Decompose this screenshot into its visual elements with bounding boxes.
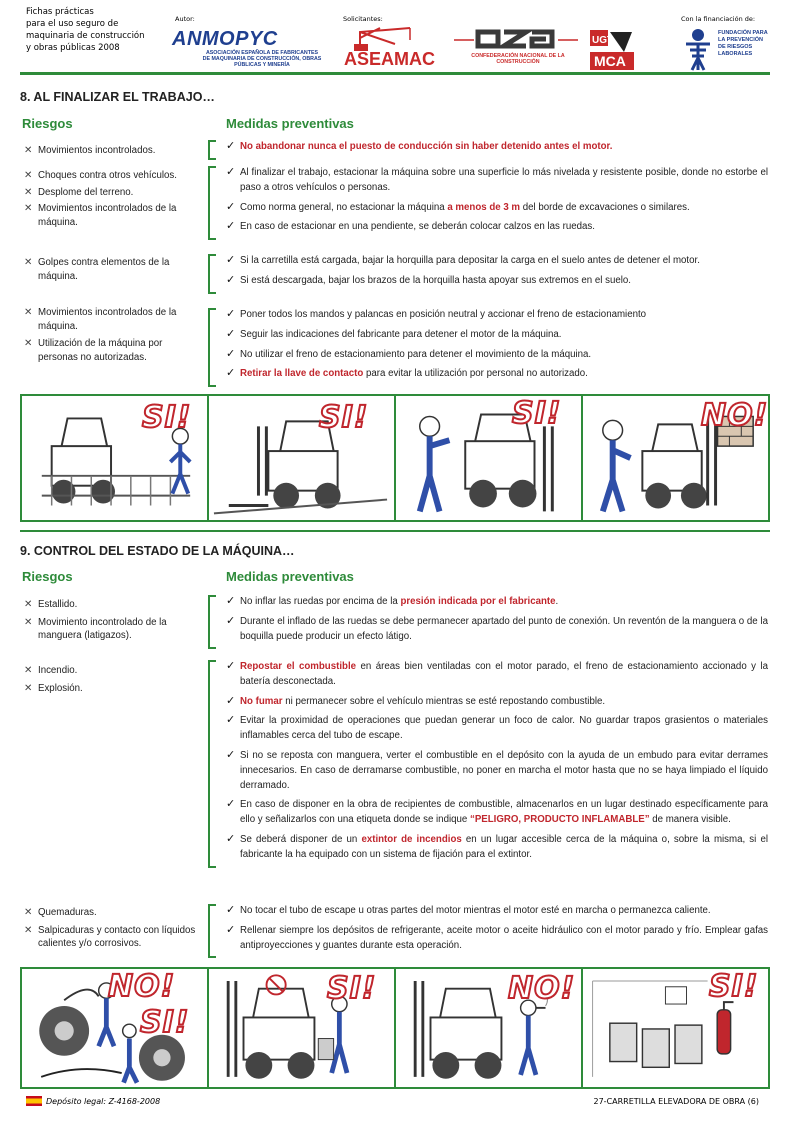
measure-group-9-3: [208, 904, 768, 958]
measure-group-9-1: [208, 595, 768, 649]
illustration-forklift-raised-load: [583, 396, 768, 520]
measure-item: ✓ Poner todos los mandos y palancas en posición neutral y accionar el freno de estacionamiento: [226, 308, 768, 323]
measure-item: ✓ No abandonar nunca el puesto de conducción sin haber detenido antes el motor.: [226, 140, 768, 155]
approval-stamp: SI!: [140, 1005, 190, 1040]
measure-item: ✓ Al finalizar el trabajo, estacionar la máquina sobre una superficie lo más nivelada y resistente posible, donde no estorbe el paso a otros vehículos o personas.: [226, 166, 768, 196]
anmopyc-logo-text: ANMOPYC: [172, 28, 278, 50]
measure-group-8-3: [208, 254, 768, 294]
risk-item: ✕ Explosión.: [24, 682, 202, 696]
approval-stamp: SI!: [327, 971, 377, 1006]
cnc-logo: [452, 28, 580, 72]
measure-item: ✓ No tocar el tubo de escape u otras partes del motor mientras el motor esté en marcha o permanezca caliente.: [226, 904, 768, 919]
risk-item: ✕ Quemaduras.: [24, 906, 202, 920]
risk-item: ✕ Golpes contra elementos de la máquina.: [24, 256, 202, 283]
risk-item: ✕ Movimiento incontrolado de la manguera (latigazos).: [24, 616, 202, 643]
ugt-mca-logo: [588, 28, 636, 72]
approval-stamp: SI!: [512, 396, 562, 431]
section-9-risks-heading: Riesgos: [22, 569, 73, 584]
section-8-measures-heading: Medidas preventivas: [226, 116, 354, 131]
illustration-fuel-storage-extinguisher: [583, 969, 768, 1087]
prohibition-stamp: NO!: [108, 969, 176, 1004]
ugt-mca-emblem: [588, 28, 636, 72]
section-9-title: 9. CONTROL DEL ESTADO DE LA MÁQUINA…: [20, 544, 295, 558]
measure-item: ✓ No utilizar el freno de estacionamiento para detener el movimiento de la máquina.: [226, 348, 768, 363]
series-title-line: y obras públicas 2008: [26, 43, 120, 53]
approval-stamp: SI!: [142, 400, 192, 435]
measure-item: ✓ Repostar el combustible en áreas bien ventiladas con el motor parado, el freno de estacionamiento accionado y la batería desconectada.: [226, 660, 768, 690]
measure-item: ✓ Si la carretilla está cargada, bajar la horquilla para depositar la carga en el suelo antes de detener el motor.: [226, 254, 768, 269]
aseamac-logo-text: ASEAMAC: [344, 49, 436, 69]
prohibition-stamp: NO!: [701, 398, 768, 433]
measure-item: ✓ Durante el inflado de las ruedas se debe permanecer apartado del punto de conexión. Un reventón de la manguera o de la boquilla puede producir un efecto látigo.: [226, 615, 768, 645]
svg-text:MCA: MCA: [594, 53, 626, 69]
funding-label: Con la financiación de:: [681, 15, 756, 23]
risk-item: ✕ Choques contra otros vehículos.: [24, 169, 202, 183]
measure-item: ✓ Como norma general, no estacionar la máquina a menos de 3 m del borde de excavaciones o similares.: [226, 201, 768, 216]
measure-group-8-2: [208, 166, 768, 240]
approval-stamp: SI!: [709, 969, 759, 1004]
section-9-measures-heading: Medidas preventivas: [226, 569, 354, 584]
measure-item: ✓ No inflar las ruedas por encima de la presión indicada por el fabricante.: [226, 595, 768, 610]
risk-group-8-4: [24, 306, 202, 368]
risk-item: ✕ Movimientos incontrolados de la máquina.: [24, 306, 202, 333]
measure-item: ✓ En caso de disponer en la obra de recipientes de combustible, almacenarlos en un lugar destinado específicamente para ello y señalizarlos con una etiqueta donde se indique “PELIGRO, PRODUCTO INFLAMABLE” de manera visible.: [226, 798, 768, 828]
measure-item: ✓ Si está descargada, bajar los brazos de la horquilla hasta apoyar sus extremos en el suelo.: [226, 274, 768, 289]
risk-item: ✕ Estallido.: [24, 598, 202, 612]
illustration-operator-removing-key: [396, 396, 583, 520]
measure-group-8-4: [208, 308, 768, 387]
illustration-forklift-forks-lowered: [209, 396, 396, 520]
measure-item: ✓ No fumar ni permanecer sobre el vehículo mientras se esté repostando combustible.: [226, 695, 768, 710]
cnc-logo-frame: [452, 28, 580, 72]
author-label: Autor:: [175, 15, 195, 23]
risk-group-8-3: [24, 256, 202, 287]
svg-text:UGT: UGT: [592, 35, 614, 46]
anmopyc-logo: [172, 28, 322, 70]
measure-group-8-1: [208, 140, 768, 160]
fundacion-logo-text: FUNDACIÓN PARA LA PREVENCIÓN DE RIESGOS LABORALES: [718, 30, 768, 57]
risk-item: ✕ Desplome del terreno.: [24, 186, 202, 200]
page-reference: 27-CARRETILLA ELEVADORA DE OBRA (6): [593, 1097, 759, 1106]
measure-item: ✓ Rellenar siempre los depósitos de refrigerante, aceite motor o aceite hidráulico con el motor parado y frío. Emplear gafas antiproyecciones y guantes durante esta operación.: [226, 924, 768, 954]
measure-item: ✓ Se deberá disponer de un extintor de incendios en un lugar accesible cerca de la máquina o, sobre la misma, si el fabricante la ha equipado con un sistema de fijación para el extintor.: [226, 833, 768, 863]
risk-item: ✕ Incendio.: [24, 664, 202, 678]
illustration-tyre-inflation: [22, 969, 209, 1087]
risk-item: ✕ Utilización de la máquina por personas no autorizadas.: [24, 337, 202, 364]
illustration-refuelling-smoking: [396, 969, 583, 1087]
measure-item: ✓ Retirar la llave de contacto para evitar la utilización por personal no autorizado.: [226, 367, 768, 382]
measure-item: ✓ Evitar la proximidad de operaciones que puedan generar un foco de calor. No guardar trapos grasientos o materiales inflamables cerca del tubo de escape.: [226, 714, 768, 744]
risk-group-9-3: [24, 906, 202, 955]
illustration-forklift-parked-barrier: [22, 396, 209, 520]
prohibition-stamp: NO!: [508, 971, 576, 1006]
series-title-line: Fichas prácticas: [26, 7, 94, 17]
fundacion-prl-logo: [680, 28, 772, 72]
spain-flag-icon: [26, 1096, 42, 1106]
illustration-refuelling-engine-off: [209, 969, 396, 1087]
anmopyc-logo-subtitle: ASOCIACIÓN ESPAÑOLA DE FABRICANTES DE MAQUINARIA DE CONSTRUCCIÓN, OBRAS PÚBLICAS Y MINERÍA: [202, 50, 322, 68]
section-9-illustrations: [20, 967, 770, 1089]
measure-item: ✓ En caso de estacionar en una pendiente, se deberán colocar calzos en las ruedas.: [226, 220, 768, 235]
series-title-line: maquinaria de construcción: [26, 31, 145, 41]
fundacion-figure-icon: [680, 28, 716, 72]
series-title-line: para el uso seguro de: [26, 19, 119, 29]
section-divider: [20, 530, 770, 532]
section-8-risks-heading: Riesgos: [22, 116, 73, 131]
risk-group-9-2: [24, 664, 202, 699]
applicants-label: Solicitantes:: [343, 15, 383, 23]
risk-group-8-2: [24, 169, 202, 233]
risk-group-8-1: [24, 144, 202, 162]
risk-item: ✕ Movimientos incontrolados de la máquina.: [24, 202, 202, 229]
measure-item: ✓ Si no se reposta con manguera, verter el combustible en el depósito con la ayuda de un embudo para evitar derrames innecesarios. En caso de derramarse combustible, no poner en marcha el motor hasta que no se haya limpiado el líquido derramado.: [226, 749, 768, 793]
risk-item: ✕ Movimientos incontrolados.: [24, 144, 202, 158]
cnc-logo-subtitle: CONFEDERACIÓN NACIONAL DE LA CONSTRUCCIÓN: [471, 53, 565, 65]
risk-group-9-1: [24, 598, 202, 647]
approval-stamp: SI!: [319, 400, 369, 435]
aseamac-logo: [340, 26, 448, 72]
legal-deposit: Depósito legal: Z-4168-2008: [46, 1097, 161, 1106]
header-divider: [20, 72, 770, 75]
document-series-title: [26, 6, 145, 54]
section-8-illustrations: [20, 394, 770, 522]
section-8-title: 8. AL FINALIZAR EL TRABAJO…: [20, 90, 215, 104]
risk-item: ✕ Salpicaduras y contacto con líquidos calientes y/o corrosivos.: [24, 924, 202, 951]
measure-item: ✓ Seguir las indicaciones del fabricante para detener el motor de la máquina.: [226, 328, 768, 343]
measure-group-9-2: [208, 660, 768, 868]
